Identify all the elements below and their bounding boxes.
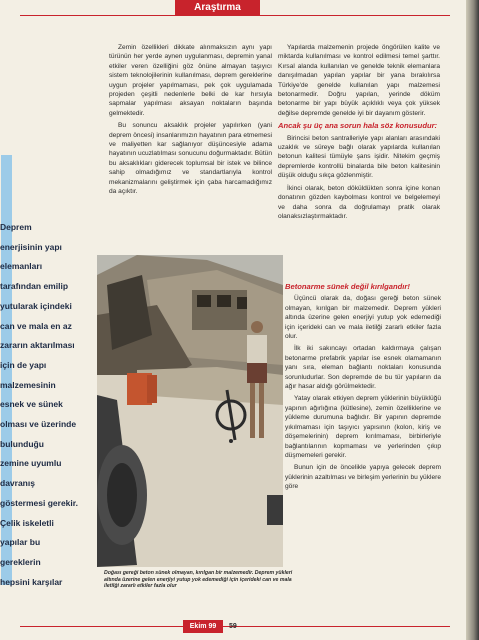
earthquake-photo <box>97 255 283 567</box>
text-column-1 <box>109 43 272 200</box>
pull-quote-line: davranış <box>0 478 35 489</box>
pull-quote <box>0 218 100 592</box>
section-header: Araştırma <box>175 0 260 15</box>
pull-quote-line: Çelik iskeletli <box>0 517 54 528</box>
pull-quote-line: esnek ve sünek <box>0 399 63 410</box>
paragraph: İlk iki sakıncayı ortadan kaldırmaya çalışan betonarme prefabrik yapılar ise esnek olamamanın yanı sıra, eleman bağlantı noktaları konusunda sorunludurlar. Son depremde de bu tür yapıların da ağır hasar aldığı görülmektedir. <box>285 345 441 391</box>
pull-quote-line: yapılar bu <box>0 537 41 548</box>
pull-quote-line: malzemesinin <box>0 379 56 390</box>
photo-caption: Doğası gereği beton sünek olmayan, kırılgan bir malzemedir. Deprem yükleri altında üzerine gelen enerjiyi yutup yok edemediği için içerideki can ve mala iletilği zararlı etkiler fazla olur <box>104 570 293 589</box>
pull-quote-line: tarafından emilip <box>0 281 69 292</box>
section-heading: Betonarme sünek değil kırılgandır! <box>285 282 410 291</box>
paragraph: Bu sonuncu aksaklık projeler yapılırken (yani deprem öncesi) insanlarımızın hayatının para etmemesi ve maliyetten kar sağlanıyor düşüncesiyle adama hayatının ucuzlatılması sonucunu doğurmaktadır. Bütün bu aksaklıkları giderecek toplumsal bir istek ve bilince sahip olmadığımız ve standartlarıyla kontrol mekanizmalarını geliştirmek için çaba harcamadığımız da açıktır. <box>109 122 272 196</box>
header-rule <box>20 15 450 16</box>
paragraph: Yapılarda malzemenin projede öngörülen kalite ve miktarda kullanılması ve kontrol edilmesi temel şarttır. Kırsal alanda kullanılan ve genelde teknik elemanlara danışılmadan yapılan yapılar bir yana bırakılırsa Türkiye'de genelde kullanılan yapı malzemesi betonarmedir. Doğru yapılan, yerinde döküm betonarme bir yapı büyük açıklıklı veya çok yüksek değilse depremde genelde iyi bir dayanım gösterir. <box>278 44 440 117</box>
page-number: 59 <box>229 623 237 630</box>
paragraph: İkinci olarak, beton döküldükten sonra içine konan donatının gözden kaybolması kontrol ve belgelemeyi ve daha sonra da doğrulamayı pratik olarak olanaksızlaştırmaktadır. <box>278 184 440 220</box>
pull-quote-line: zemine uyumlu <box>0 458 62 469</box>
text-column-2 <box>278 43 440 224</box>
pull-quote-line: yutularak içindeki <box>0 300 72 311</box>
pull-quote-line: gereklerin <box>0 556 41 567</box>
pull-quote-line: can ve mala en az <box>0 320 72 331</box>
paragraph: Zemin özellikleri dikkate alınmaksızın aynı yapı türünün her yerde aynen uygulanması, depremin yanal etkiler veren özelliğini göz önüne almayan taşıyıcı sistem teknolojilerinin kullanılması, deprem gereklerine uygun projeler yapılmaması, pek çok uygulamada projeden çeşitli nedenlerle belki de kar hırsıyla sapmalar yapılması aksayan noktaların başında gelmektedir. <box>109 44 272 117</box>
pull-quote-line: elemanları <box>0 261 43 272</box>
issue-label: Ekim 99 <box>183 620 223 633</box>
earthquake-rubble-image <box>97 255 283 567</box>
paragraph: Yatay olarak etkiyen deprem yüklerinin büyüklüğü yapının ağırlığına (kütlesine), zemin özelliklerine ve yükleme durumuna bağlıdır. Bir yapının depremde yıkılmaması için taşıyıcı yapısının (kolon, kiriş ve döşemelerinin) deprem kırılmaması, birbirleriyle bağlantılarının kopmaması ve yerlerinden çıkıp düşmemeleri gerekir. <box>285 395 441 459</box>
pull-quote-line: hepsini karşılar <box>0 576 63 587</box>
pull-quote-line: zararın aktarılması <box>0 340 75 351</box>
subheading: Ancak şu üç ana sorun hala söz konusudur: <box>278 121 438 131</box>
pull-quote-line: göstermesi gerekir. <box>0 497 78 508</box>
pull-quote-line: Deprem <box>0 222 32 232</box>
text-column-2-lower <box>285 282 441 495</box>
paragraph: Üçüncü olarak da, doğası gereği beton sünek olmayan, kırılgan bir malzemedir. Deprem yükleri altında üzerine gelen enerjiyi yutup yok edemediği için içerideki can ve mala iletilği zararlı etkiler fazla olur. <box>285 295 441 341</box>
pull-quote-line: olması ve üzerinde <box>0 419 77 430</box>
paragraph: Bunun için de öncelikle yapıya gelecek deprem yüklerinin azaltılması ve birleşim yerlerinin bu yüklere göre <box>285 464 441 491</box>
pull-quote-line: enerjisinin yapı <box>0 241 62 252</box>
paragraph: Birincisi beton santralleriyle yapı alanları arasındaki uzaklık ve süreye bağlı olarak yapılarda kullanılan betonun kalitesi tümüyle şans işidir. Nitekim geçmiş depremlerde kontrollü binalarda bile beton kalitesinin düşük olduğu sıkça gözlenmiştir. <box>278 134 440 180</box>
pull-quote-line: bulunduğu <box>0 438 44 449</box>
book-spine <box>466 0 479 640</box>
pull-quote-line: için de yapı <box>0 359 47 370</box>
